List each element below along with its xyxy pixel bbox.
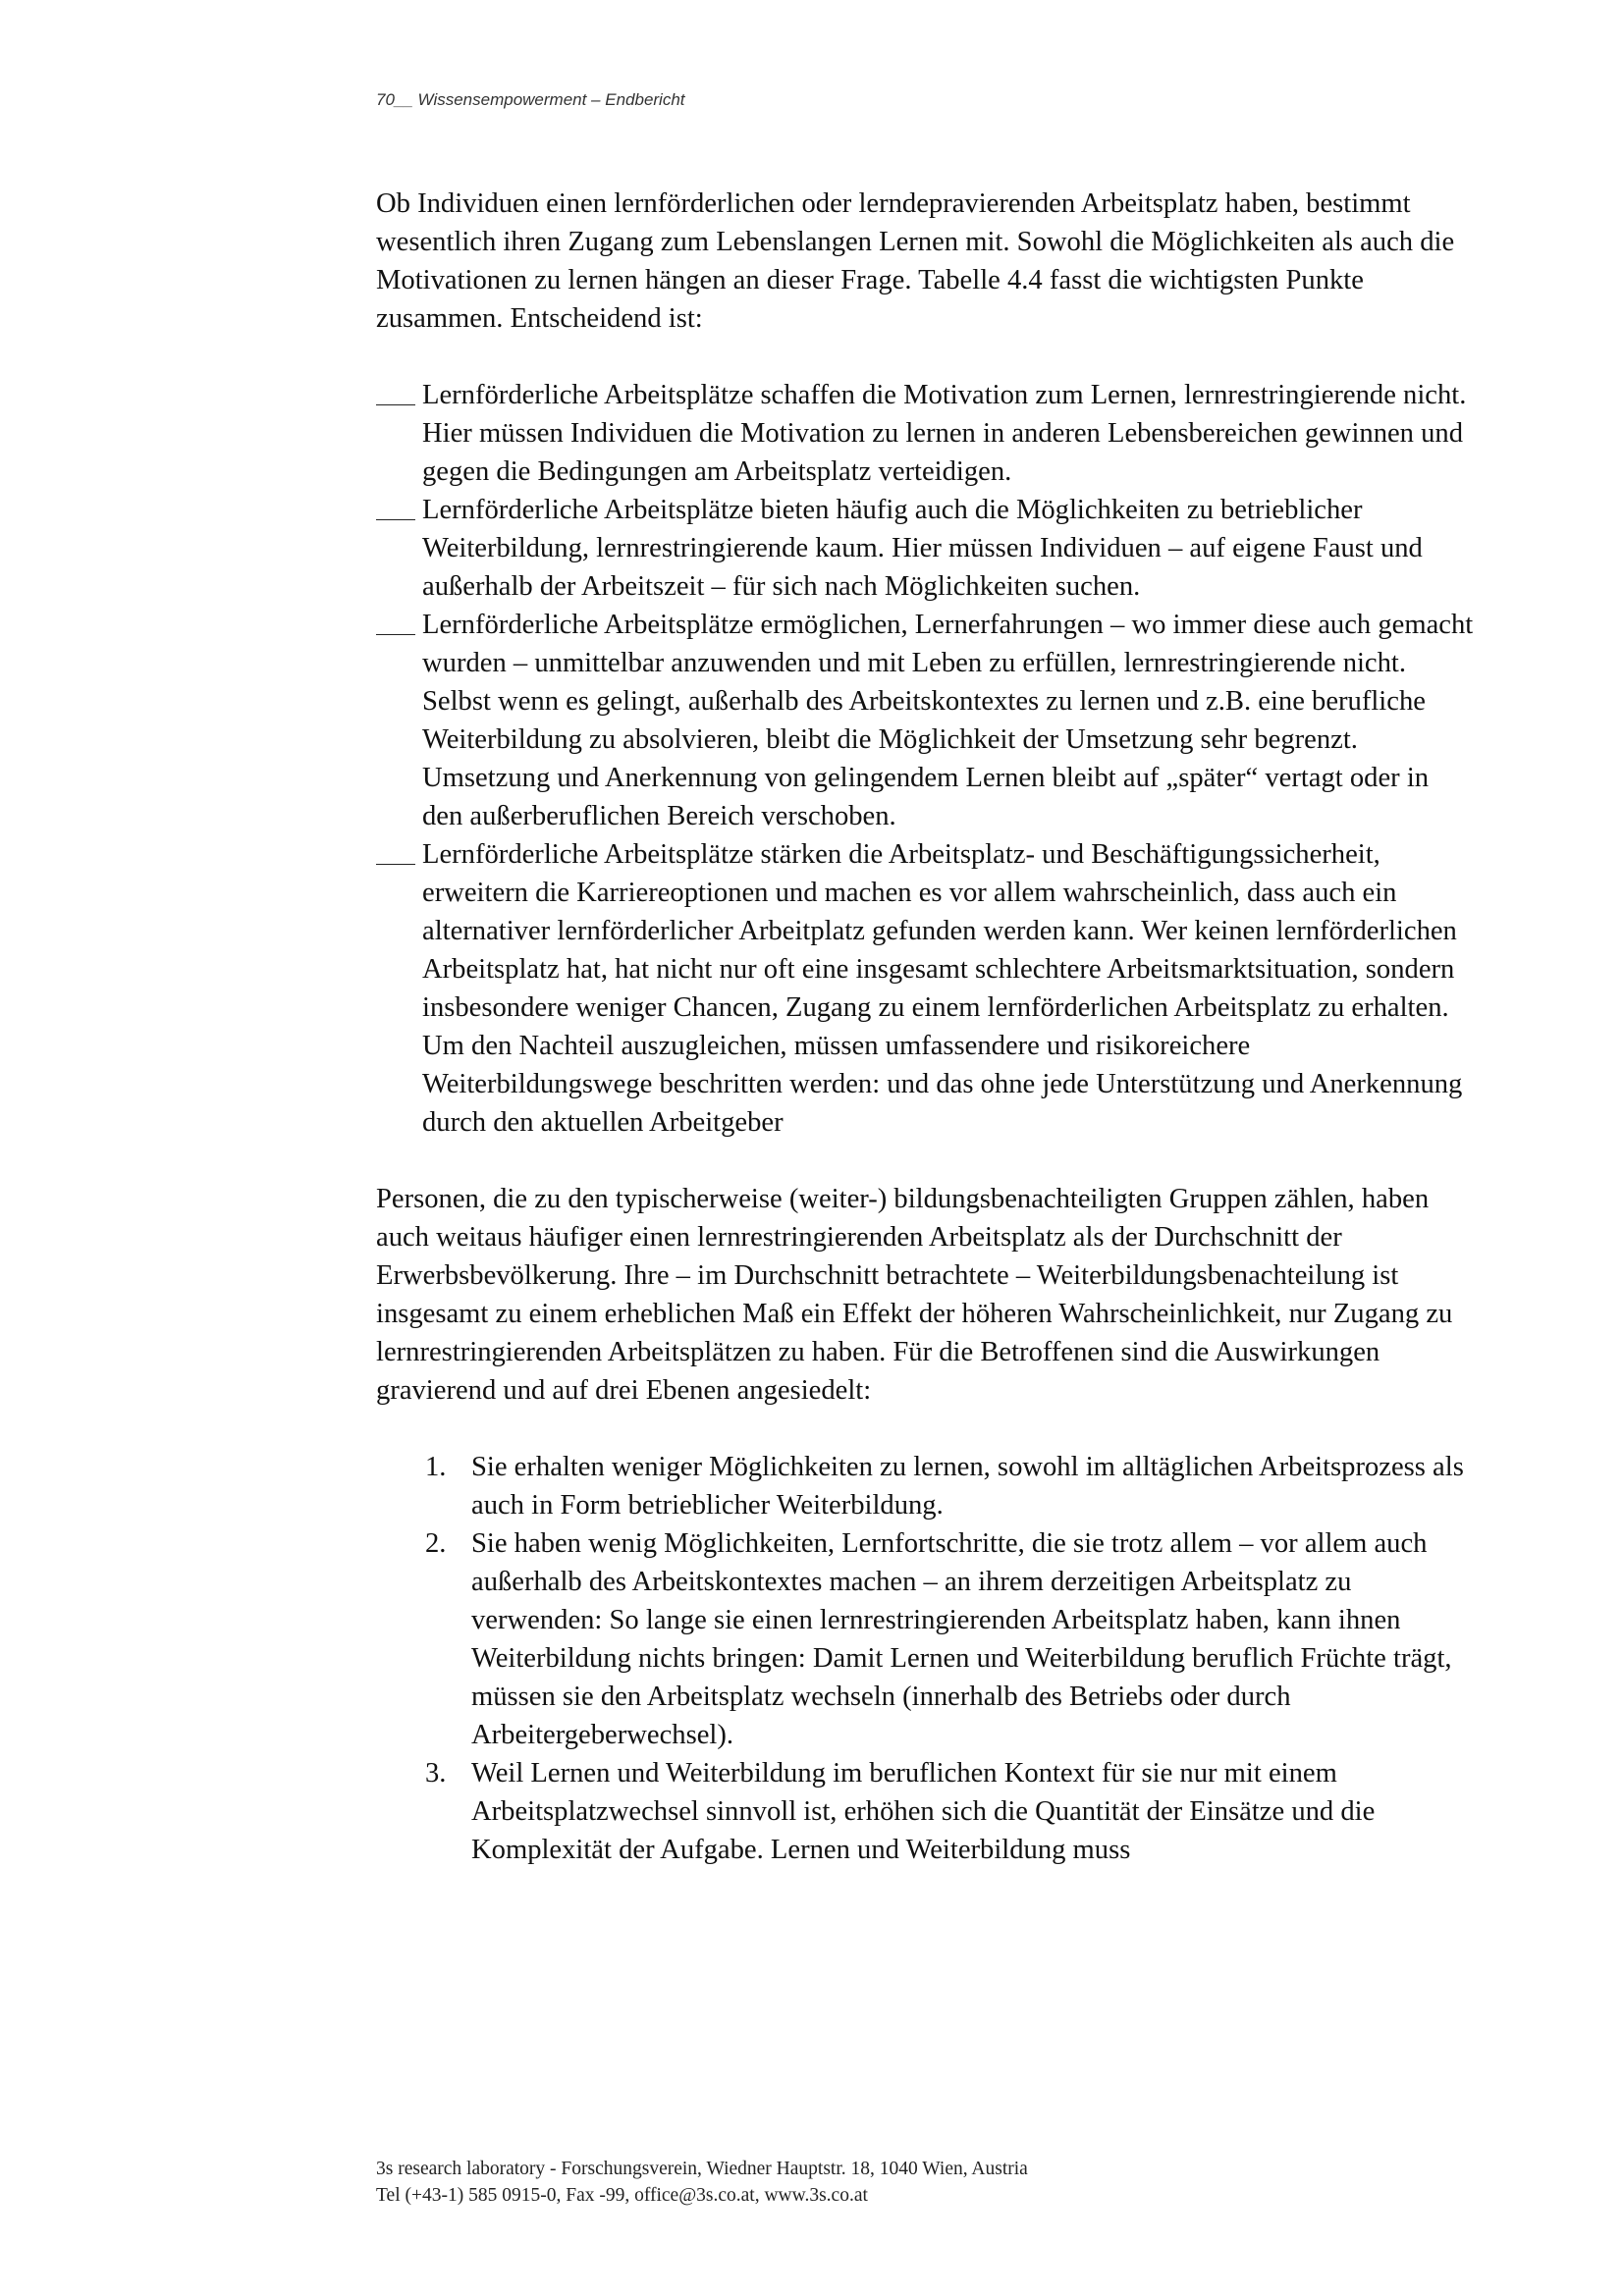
item-number: 3. (425, 1758, 447, 1789)
numbered-item-text: Sie erhalten weniger Möglichkeiten zu lernen, sowohl im alltäglichen Arbeitsprozess als auch in Form betrieblicher Weiterbildung. (471, 1452, 1464, 1521)
dash-item-text: Lernförderliche Arbeitsplätze schaffen die Motivation zum Lernen, lernrestringierende nicht. Hier müssen Individuen die Motivation zu lernen in anderen Lebensbereichen gewinnen und gegen die Bedingungen am Arbeitsplatz verteidigen. (422, 380, 1467, 487)
numbered-list-item (425, 1754, 1476, 1869)
dash-item-text: Lernförderliche Arbeitsplätze stärken die Arbeitsplatz- und Beschäftigungssicherheit, erweitern die Karriereoptionen und machen es vor allem wahrscheinlich, dass auch ein alternativer lernförderlicher Arbeitplatz gefunden werden kann. Wer keinen lernförderlichen Arbeitsplatz hat, hat nicht nur oft eine insgesamt schlechtere Arbeitsmarktsituation, sondern insbesondere weniger Chancen, Zugang zu einem lernförderlichen Arbeitsplatz zu erhalten. Um den Nachteil auszugleichen, müssen umfassendere und risikoreichere Weiterbildungswege beschritten werden: und das ohne jede Unterstützung und Anerkennung durch den aktuellen Arbeitgeber (422, 839, 1463, 1138)
dash-bullet (376, 864, 415, 865)
dash-list-item (376, 491, 1476, 606)
numbered-list-item (425, 1524, 1476, 1754)
item-number: 2. (425, 1528, 447, 1559)
numbered-list-item (425, 1448, 1476, 1524)
dash-item-text: Lernförderliche Arbeitsplätze bieten häufig auch die Möglichkeiten zu betrieblicher Weiterbildung, lernrestringierende kaum. Hier müssen Individuen – auf eigene Faust und außerhalb der Arbeitszeit – für sich nach Möglichkeiten suchen. (422, 495, 1423, 602)
numbered-item-text: Weil Lernen und Weiterbildung im beruflichen Kontext für sie nur mit einem Arbeitsplatzwechsel sinnvoll ist, erhöhen sich die Quantität der Einsätze und die Komplexität der Aufgabe. Lernen und Weiterbildung muss (471, 1758, 1376, 1865)
dash-bullet (376, 404, 415, 405)
dash-list-item (376, 835, 1476, 1142)
dash-list (376, 376, 1476, 1142)
intro-paragraph: Ob Individuen einen lernförderlichen oder lerndepravierenden Arbeitsplatz haben, bestimmt wesentlich ihren Zugang zum Lebenslangen Lernen mit. Sowohl die Möglichkeiten als auch die Motivationen zu lernen hängen an dieser Frage. Tabelle 4.4 fasst die wichtigsten Punkte zusammen. Entscheidend ist: (376, 188, 1455, 334)
numbered-list (376, 1448, 1476, 1869)
second-paragraph: Personen, die zu den typischerweise (weiter-) bildungsbenachteiligten Gruppen zählen, haben auch weitaus häufiger einen lernrestringierenden Arbeitsplatz als der Durchschnitt der Erwerbsbevölkerung. Ihre – im Durchschnitt betrachtete – Weiterbildungsbenachteilung ist insgesamt zu einem erheblichen Maß ein Effekt der höheren Wahrscheinlichkeit, nur Zugang zu lernrestringierenden Arbeitsplätzen zu haben. Für die Betroffenen sind die Auswirkungen gravierend und auf drei Ebenen angesiedelt: (376, 1184, 1453, 1406)
dash-list-item (376, 606, 1476, 835)
running-header: 70__ Wissensempowerment – Endbericht (376, 90, 685, 109)
footer-address: 3s research laboratory - Forschungsverein, Wiedner Hauptstr. 18, 1040 Wien, Austria (376, 2159, 1028, 2179)
dash-list-item (376, 376, 1476, 491)
dash-bullet (376, 519, 415, 520)
body-text (376, 185, 1476, 1869)
dash-bullet (376, 634, 415, 635)
footer-contact: Tel (+43-1) 585 0915-0, Fax -99, office@3s.co.at, www.3s.co.at (376, 2185, 868, 2206)
page-footer (376, 2156, 1358, 2209)
item-number: 1. (425, 1452, 447, 1482)
numbered-item-text: Sie haben wenig Möglichkeiten, Lernfortschritte, die sie trotz allem – vor allem auch außerhalb des Arbeitskontextes machen – an ihrem derzeitigen Arbeitsplatz zu verwenden: So lange sie einen lernrestringierenden Arbeitsplatz haben, kann ihnen Weiterbildung nichts bringen: Damit Lernen und Weiterbildung beruflich Früchte trägt, müssen sie den Arbeitsplatz wechseln (innerhalb des Betriebs oder durch Arbeitergeberwechsel). (471, 1528, 1452, 1750)
dash-item-text: Lernförderliche Arbeitsplätze ermöglichen, Lernerfahrungen – wo immer diese auch gemacht wurden – unmittelbar anzuwenden und mit Leben zu erfüllen, lernrestringierende nicht. Selbst wenn es gelingt, außerhalb des Arbeitskontextes zu lernen und z.B. eine berufliche Weiterbildung zu absolvieren, bleibt die Möglichkeit der Umsetzung sehr begrenzt. Umsetzung und Anerkennung von gelingendem Lernen bleibt auf „später“ vertagt oder in den außerberuflichen Bereich verschoben. (422, 610, 1474, 831)
